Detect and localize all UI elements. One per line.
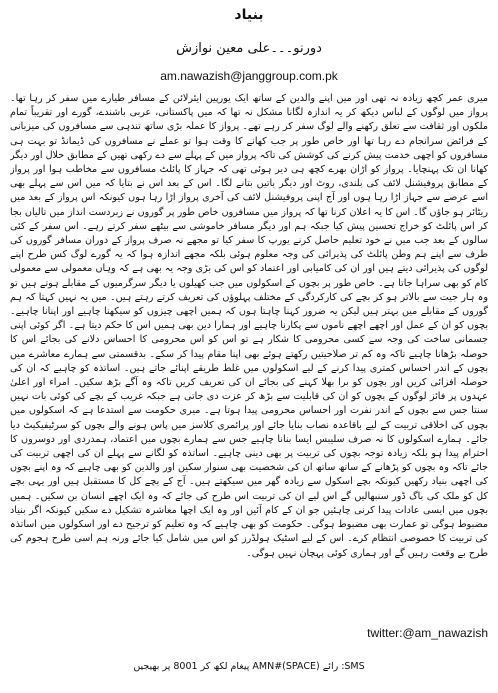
article-body: میری عمر کچھ زیادہ نہ تھی اور میں اپنے والدین کے ساتھ ایک یورپین ایئرلائن کے مسافر طیارے میں سفر کر رہا تھا۔ پرواز میں لوگوں کے لباس دیکھ کر یہ اندازہ لگانا مشکل نہ تھا کہ میں پاکستانی، عربی باشندے، گورے اور تقریباً تمام ملکوں اور ثقافت سے تعلق رکھنے والے لوگ سفر کر رہے تھے۔ پرواز کا عملہ بڑی ساتھ تندہی سے مسافروں کی میزبانی کے فرائض سرانجام دے رہا تھا اور خاص طور پر جب کھانے کا وقت ہوا تو عملے نے مسافروں کی ڈیمانڈ تو بہت ہی مسافروں کو اچھی خدمت پیش کرنے کی کوشش کی تاکہ پرواز میں کے پہلے سے دے رکھی تھیں کے مطابق حلال اور دیگر کھانا ان تک پہنچایا۔ پرواز کو اڑان بھرے کچھ ہی دیر ہوئی تھی کہ جہاز کا پائلٹ مسافروں سے مخاطب ہوا اور پرواز کے مطابق پروفیشنل لائف کی بلندی، روٹ اور دیگر باتیں بتانے لگا۔ اس کے بعد اس نے بتایا کہ میں اس سے پہلے بھی اسے عرصے سے جہاز اڑا رہا ہوں اور آج اپنی پروفیشنل لائف کی آخری پرواز اڑا رہا ہوں کیونکہ اس پرواز کے بعد میں ریٹائر ہو جاؤں گا۔ اس کا یہ اعلان کرنا تھا کہ پرواز میں مسافروں خاص طور پر گوروں نے زبردست انداز میں تالیاں بجا کر اس پائلٹ کو خراج تحسین پیش کیا جبکہ ہم اور دیگر مسافر خاموشی سے بیٹھے سفر کرتے رہے۔ اس سفر کے کئی سالوں کے بعد جب میں نے خود تعلیم حاصل کرنے یورپ کا سفر کیا تو مجھے نہ صرف پرواز کے دوران مسافر گوروں کی طرف سے اپنے ہم وطن پائلٹ کی پذیرائی کی وجہ معلوم ہوئی بلکہ مجھے اندازہ ہوا کہ یہ گورے لوگ کس طرح اپنے لوگوں کی پذیرائی دیتے ہیں اور ان کی کامیابی اور اعتماد کو اس کی بڑی وجہ یہ بھی ہے کہ وہاں معمولی سے معمولی کام کو بھی سراہا جاتا ہے۔ خاص طور پر بچوں کے اسکولوں میں جب کھیلوں یا دیگر سرگرمیوں کے مقابلے ہوتے ہیں تو وہ ہار جیت سے بالاتر ہو کر بچے کی کارکردگی کے مختلف پہلوؤں کی تعریف کرتے رہتے ہیں۔ میں یہ نہیں کہتا کہ ہم گوروں کے مقابلے میں بہتر ہیں لیکن یہ ضرور کہنا چاہتا ہوں کہ ہمیں اچھی چیزوں کو سیکھنا چاہیے اور اپنانا چاہیے۔ بچوں کو ان کے عمل اور اچھے اچھے ناموں سے پکارنا چاہیے اور ہمارا دین بھی ہمیں اس کا حکم دیتا ہے۔ اگر کوئی اپنی جسمانی ساخت کی وجہ سے کسی محرومی کا شکار ہے تو اس کو اس محرومی کا احساس دلانے کی بجائے اس کا حوصلہ بڑھانا چاہیے تاکہ وہ کم تر صلاحیتیں رکھتے ہوئے بھی اپنا مقام پیدا کر سکے۔ بدقسمتی سے ہمارے معاشرے میں بچوں کے اندر احساس کمتری پیدا کرنے کے لیے اسکولوں میں غلط طریقے اپنائے جاتے ہیں۔ اساتذہ کو چاہیے کہ ان کی حوصلہ افزائی کریں اور بچوں کو برا بھلا کہنے کی بجائے ان کی تعریف کریں تاکہ وہ آگے بڑھ سکیں۔ امراء اور اعلیٰ عہدوں پر فائز لوگوں کے بچوں کو ان کی قابلیت سے بڑھ کر عزت دی جاتی ہے جبکہ غریب کے بچے کی کوئی بات نہیں سنتا جس سے بچوں کے اندر نفرت اور احساس محرومی پیدا ہوتا ہے۔ میری حکومت سے استدعا ہے کہ اسکولوں میں بچوں کی اخلاقی تربیت کے لیے باقاعدہ نصاب بنایا جائے اور پرائمری کلاسز میں پاس ہونے والے بچوں کو سرٹیفیکیٹ دیا جائے۔ ہمارے اسکولوں کا نہ صرف سلیبس ایسا بنانا چاہیے جس سے ہمارے بچوں میں اعتماد، ہمدردی اور دوسروں کا احترام پیدا ہو بلکہ زیادہ توجہ بچوں کی تربیت پر بھی دینی چاہیے۔ اساتذہ کو لگانے سے پہلے ان کی اچھی تربیت کی جائے تاکہ وہ بچوں کو پڑھانے کے ساتھ ساتھ ان کی شخصیت بھی سنوار سکیں اور والدین کو بھی چاہیے کہ وہ اپنے بچوں کی اچھی بنیاد رکھیں کیونکہ بچے اسکول سے زیادہ گھر میں سیکھتے ہیں۔ آج کے بچے کل کا مستقبل ہیں اور یہی بچے کل کو ملک کی باگ ڈور سنبھالیں گے اس لیے ان کی تربیت اس طرح کی جائے کہ وہ ایک اچھے انسان بن سکیں۔ ہمیں بچوں میں ایسی عادات پیدا کرنی چاہئیں جو ان کے کام آئیں اور وہ ایک اچھا معاشرہ تشکیل دے سکیں کیونکہ اگر بنیاد مضبوط ہوگی تو عمارت بھی مضبوط ہوگی۔ حکومت کو بھی چاہیے کہ وہ تعلیم کو ترجیح دے اور اسکولوں میں اساتذہ کی تربیت کا خصوصی انتظام کرے۔ اس کے لیے اسٹیک ہولڈرز کو اس میں شامل کیا جائے ورنہ ہم اسی طرح ہجوم کی طرح بے وقعت رہیں گے اور ہماری کوئی پہچان نہیں ہوگی۔ bbox=[10, 93, 488, 559]
sms-instructions: SMS: رائے (SPACE)#AMN پیغام لکھ کر 8001 پر بھیجیں bbox=[133, 661, 365, 672]
author-email[interactable]: am.nawazish@janggroup.com.pk bbox=[160, 69, 338, 83]
article-byline: دورنو۔۔۔علی معین نوازش bbox=[176, 41, 322, 56]
article-title: بنیاد bbox=[234, 7, 264, 23]
author-twitter-handle[interactable]: twitter:@am_nawazish bbox=[367, 626, 488, 640]
